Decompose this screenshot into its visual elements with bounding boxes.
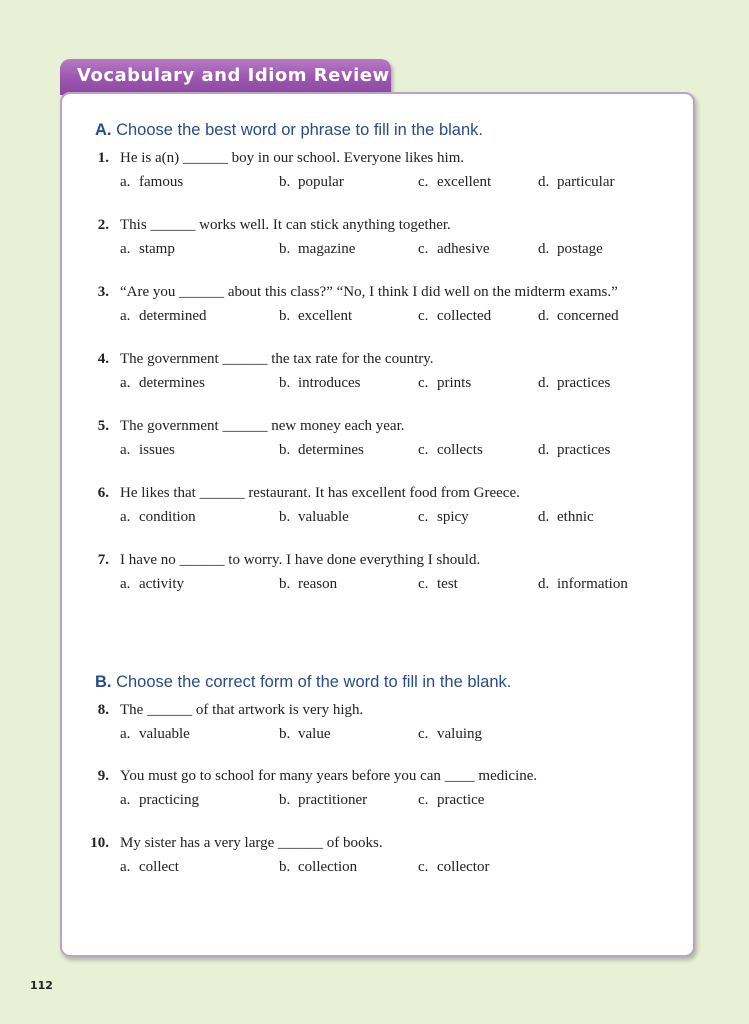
option-text: reason xyxy=(298,576,338,592)
question-number: 3. xyxy=(97,284,109,300)
option-letter: d. xyxy=(538,576,550,592)
option-text: prints xyxy=(437,375,472,391)
answer-option[interactable] xyxy=(120,726,190,743)
option-letter: c. xyxy=(418,792,429,808)
answer-option[interactable] xyxy=(279,509,349,526)
option-letter: c. xyxy=(418,442,429,458)
option-letter: b. xyxy=(279,308,291,324)
answer-option[interactable] xyxy=(120,792,199,809)
answer-option[interactable] xyxy=(120,442,175,459)
option-text: famous xyxy=(139,174,184,190)
option-text: value xyxy=(298,726,331,742)
option-text: valuable xyxy=(139,726,190,742)
answer-option[interactable] xyxy=(538,308,619,325)
answer-option[interactable] xyxy=(538,509,594,526)
option-letter: a. xyxy=(120,509,131,525)
option-letter: c. xyxy=(418,375,429,391)
option-letter: c. xyxy=(418,726,429,742)
option-letter: b. xyxy=(279,792,291,808)
option-text: postage xyxy=(557,241,603,257)
question-number: 9. xyxy=(97,768,109,784)
option-letter: a. xyxy=(120,576,131,592)
option-letter: b. xyxy=(279,576,291,592)
option-letter: a. xyxy=(120,442,131,458)
answer-option[interactable] xyxy=(418,375,471,392)
answer-option[interactable] xyxy=(418,174,491,191)
section-instruction: Choose the correct form of the word to fill in the blank. xyxy=(116,673,512,691)
option-text: practitioner xyxy=(298,792,368,808)
option-text: valuable xyxy=(298,509,349,525)
option-text: magazine xyxy=(298,241,356,257)
option-text: spicy xyxy=(437,509,469,525)
option-letter: b. xyxy=(279,241,291,257)
question-text: The government ______ new money each year. xyxy=(120,418,405,434)
question-text: This ______ works well. It can stick anything together. xyxy=(120,217,451,233)
option-letter: c. xyxy=(418,241,429,257)
question-text: “Are you ______ about this class?” “No, I think I did well on the midterm exams.” xyxy=(120,284,618,300)
answer-option[interactable] xyxy=(418,308,491,325)
answer-option[interactable] xyxy=(120,576,184,593)
answer-option[interactable] xyxy=(279,859,357,876)
section-b-heading xyxy=(95,673,511,692)
option-text: stamp xyxy=(139,241,175,257)
answer-option[interactable] xyxy=(279,576,337,593)
option-text: activity xyxy=(139,576,184,592)
answer-option[interactable] xyxy=(418,792,484,809)
answer-option[interactable] xyxy=(120,174,183,191)
answer-option[interactable] xyxy=(418,241,489,258)
answer-option[interactable] xyxy=(120,241,175,258)
answer-option[interactable] xyxy=(418,442,483,459)
answer-option[interactable] xyxy=(120,308,206,325)
page-number: 112 xyxy=(30,979,53,992)
option-text: collector xyxy=(437,859,490,875)
option-text: collected xyxy=(437,308,492,324)
answer-option[interactable] xyxy=(418,509,469,526)
option-text: practice xyxy=(437,792,485,808)
option-text: collects xyxy=(437,442,483,458)
option-letter: d. xyxy=(538,509,550,525)
option-text: ethnic xyxy=(557,509,594,525)
section-instruction: Choose the best word or phrase to fill in the blank. xyxy=(116,121,483,139)
section-title-tab xyxy=(60,59,391,95)
question-text: I have no ______ to worry. I have done everything I should. xyxy=(120,552,481,568)
question-text: He likes that ______ restaurant. It has excellent food from Greece. xyxy=(120,485,520,501)
option-text: introduces xyxy=(298,375,361,391)
question-number: 10. xyxy=(90,835,109,851)
option-letter: b. xyxy=(279,859,291,875)
question-text: The ______ of that artwork is very high. xyxy=(120,702,364,718)
question-number: 5. xyxy=(97,418,109,434)
option-text: test xyxy=(437,576,458,592)
option-text: adhesive xyxy=(437,241,490,257)
answer-option[interactable] xyxy=(538,442,610,459)
option-text: popular xyxy=(298,174,344,190)
answer-option[interactable] xyxy=(418,726,482,743)
option-letter: c. xyxy=(418,859,429,875)
option-letter: a. xyxy=(120,859,131,875)
option-letter: a. xyxy=(120,792,131,808)
answer-option[interactable] xyxy=(538,375,610,392)
option-text: practices xyxy=(557,375,611,391)
option-letter: a. xyxy=(120,241,131,257)
option-text: particular xyxy=(557,174,615,190)
option-letter: b. xyxy=(279,442,291,458)
option-letter: c. xyxy=(418,174,429,190)
option-letter: a. xyxy=(120,308,131,324)
option-letter: d. xyxy=(538,375,550,391)
option-letter: b. xyxy=(279,726,291,742)
option-letter: b. xyxy=(279,375,291,391)
option-letter: a. xyxy=(120,174,131,190)
question-text: The government ______ the tax rate for the country. xyxy=(120,351,434,367)
option-letter: d. xyxy=(538,308,550,324)
question-number: 2. xyxy=(97,217,109,233)
option-text: practicing xyxy=(139,792,199,808)
option-letter: a. xyxy=(120,375,131,391)
question-text: He is a(n) ______ boy in our school. Everyone likes him. xyxy=(120,150,465,166)
option-text: collection xyxy=(298,859,358,875)
answer-option[interactable] xyxy=(418,859,489,876)
answer-option[interactable] xyxy=(538,174,614,191)
option-text: excellent xyxy=(437,174,492,190)
option-text: concerned xyxy=(557,308,619,324)
option-text: collect xyxy=(139,859,179,875)
option-text: issues xyxy=(139,442,175,458)
question-number: 1. xyxy=(97,150,109,166)
option-letter: d. xyxy=(538,442,550,458)
answer-option[interactable] xyxy=(279,241,355,258)
answer-option[interactable] xyxy=(120,375,205,392)
answer-option[interactable] xyxy=(120,509,196,526)
section-a-heading xyxy=(95,121,483,140)
option-letter: b. xyxy=(279,174,291,190)
answer-option[interactable] xyxy=(538,241,603,258)
question-text: My sister has a very large ______ of books. xyxy=(120,835,383,851)
option-text: practices xyxy=(557,442,611,458)
answer-option[interactable] xyxy=(279,174,344,191)
option-text: information xyxy=(557,576,628,592)
option-text: determined xyxy=(139,308,207,324)
answer-option[interactable] xyxy=(279,442,364,459)
question-text: You must go to school for many years before you can ____ medicine. xyxy=(120,768,538,784)
question-number: 4. xyxy=(97,351,109,367)
answer-option[interactable] xyxy=(418,576,458,593)
answer-option[interactable] xyxy=(279,726,330,743)
option-letter: c. xyxy=(418,308,429,324)
option-letter: c. xyxy=(418,576,429,592)
option-text: excellent xyxy=(298,308,353,324)
page-title: Vocabulary and Idiom Review xyxy=(77,65,390,86)
section-letter: A. xyxy=(95,121,112,139)
option-letter: a. xyxy=(120,726,131,742)
question-number: 8. xyxy=(97,702,109,718)
option-letter: b. xyxy=(279,509,291,525)
option-letter: d. xyxy=(538,241,550,257)
option-text: valuing xyxy=(437,726,482,742)
question-number: 7. xyxy=(97,552,109,568)
section-letter: B. xyxy=(95,673,112,691)
answer-option[interactable] xyxy=(279,375,360,392)
option-text: condition xyxy=(139,509,196,525)
answer-option[interactable] xyxy=(279,308,352,325)
question-number: 6. xyxy=(97,485,109,501)
option-text: determines xyxy=(298,442,364,458)
option-letter: c. xyxy=(418,509,429,525)
answer-option[interactable] xyxy=(120,859,179,876)
answer-option[interactable] xyxy=(538,576,628,593)
option-text: determines xyxy=(139,375,205,391)
answer-option[interactable] xyxy=(279,792,367,809)
option-letter: d. xyxy=(538,174,550,190)
